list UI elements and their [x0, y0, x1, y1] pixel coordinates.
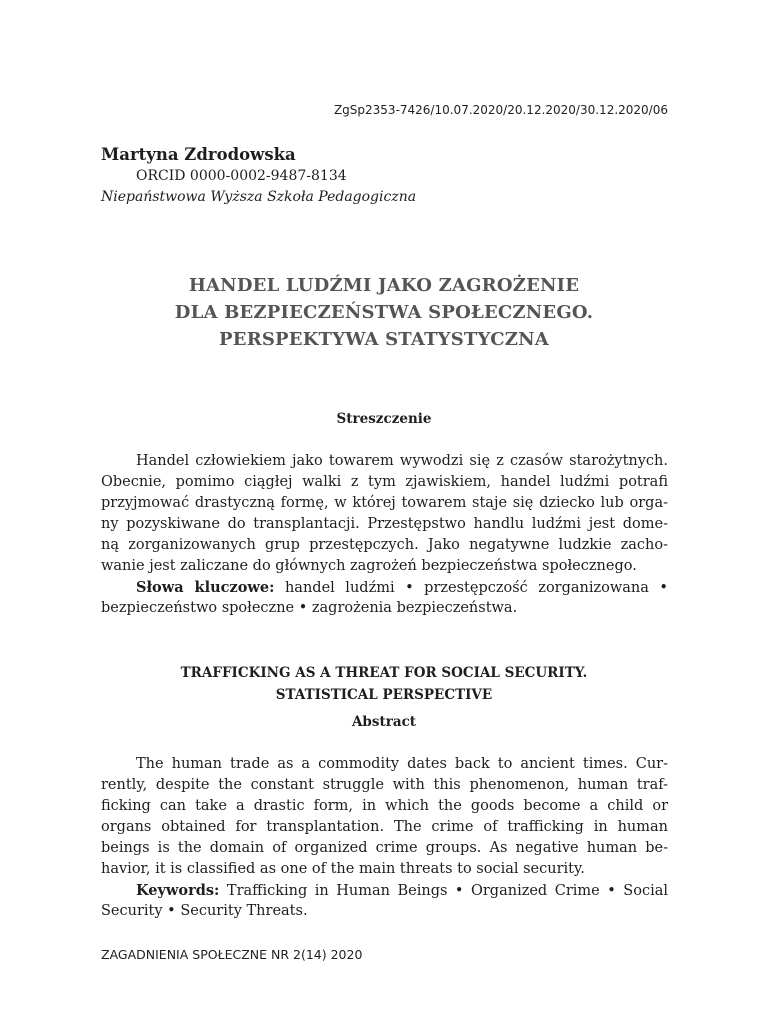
abstract-english [101, 754, 668, 922]
keywords-text: Trafficking in Human Beings • Organized Crime • Social [226, 883, 668, 899]
abstract-heading-english: Abstract [351, 714, 417, 730]
keywords-line [101, 577, 668, 598]
paper-title-english [100, 662, 668, 706]
abstract-polish [101, 451, 668, 619]
abstract-line: organs obtained for transplantation. The crime of trafficking in human [101, 819, 668, 835]
title-line: STATISTICAL PERSPECTIVE [275, 687, 493, 703]
abstract-line: Obecnie, pomimo ciągłej walki z tym zjawiskiem, handel ludźmi potrafi [101, 474, 668, 490]
abstract-line: wanie jest zaliczane do głównych zagrożeń bezpieczeństwa społecznego. [101, 558, 637, 574]
abstract-line: beings is the domain of organized crime groups. As negative human be- [101, 840, 668, 856]
keywords-text: handel ludźmi • przestępczość zorganizowana • [284, 580, 668, 596]
title-line: HANDEL LUDŹMI JAKO ZAGROŻENIE [188, 275, 580, 296]
abstract-line: Handel człowiekiem jako towarem wywodzi się z czasów starożytnych. [136, 453, 668, 469]
keywords-line: Security • Security Threats. [101, 903, 308, 919]
abstract-line: The human trade as a commodity dates back to ancient times. Cur- [136, 756, 668, 772]
abstract-line: ną zorganizowanych grup przestępczych. Jako negatywne ludzkie zacho- [101, 537, 668, 553]
author-orcid: ORCID 0000-0002-9487-8134 [136, 168, 347, 184]
abstract-line: rently, despite the constant struggle with this phenomenon, human traf- [101, 777, 668, 793]
title-line: PERSPEKTYWA STATYSTYCZNA [219, 329, 549, 350]
journal-footer: ZAGADNIENIA SPOŁECZNE NR 2(14) 2020 [101, 947, 363, 962]
keywords-label: Słowa kluczowe: [136, 579, 275, 596]
keywords-line: bezpieczeństwo społeczne • zagrożenia bezpieczeństwa. [101, 600, 518, 616]
abstract-line: ny pozyskiwane do transplantacji. Przestępstwo handlu ludźmi jest dome- [101, 516, 668, 532]
title-line: TRAFFICKING AS A THREAT FOR SOCIAL SECURITY. [180, 665, 588, 681]
author-affiliation: Niepaństwowa Wyższa Szkoła Pedagogiczna [101, 189, 417, 205]
title-line: DLA BEZPIECZEŃSTWA SPOŁECZNEGO. [174, 302, 594, 323]
author-name: Martyna Zdrodowska [101, 145, 296, 164]
paper-title-polish [100, 272, 668, 353]
abstract-line: havior, it is classified as one of the main threats to social security. [101, 861, 585, 877]
abstract-heading-polish: Streszczenie [336, 411, 432, 427]
abstract-line: przyjmować drastyczną formę, w której towarem staje się dziecko lub orga- [101, 495, 668, 511]
doi-identifier: ZgSp2353-7426/10.07.2020/20.12.2020/30.12.2020/06 [333, 103, 668, 117]
keywords-label: Keywords: [136, 882, 220, 899]
abstract-line: ficking can take a drastic form, in which the goods become a child or [101, 798, 668, 814]
keywords-line [101, 880, 668, 901]
